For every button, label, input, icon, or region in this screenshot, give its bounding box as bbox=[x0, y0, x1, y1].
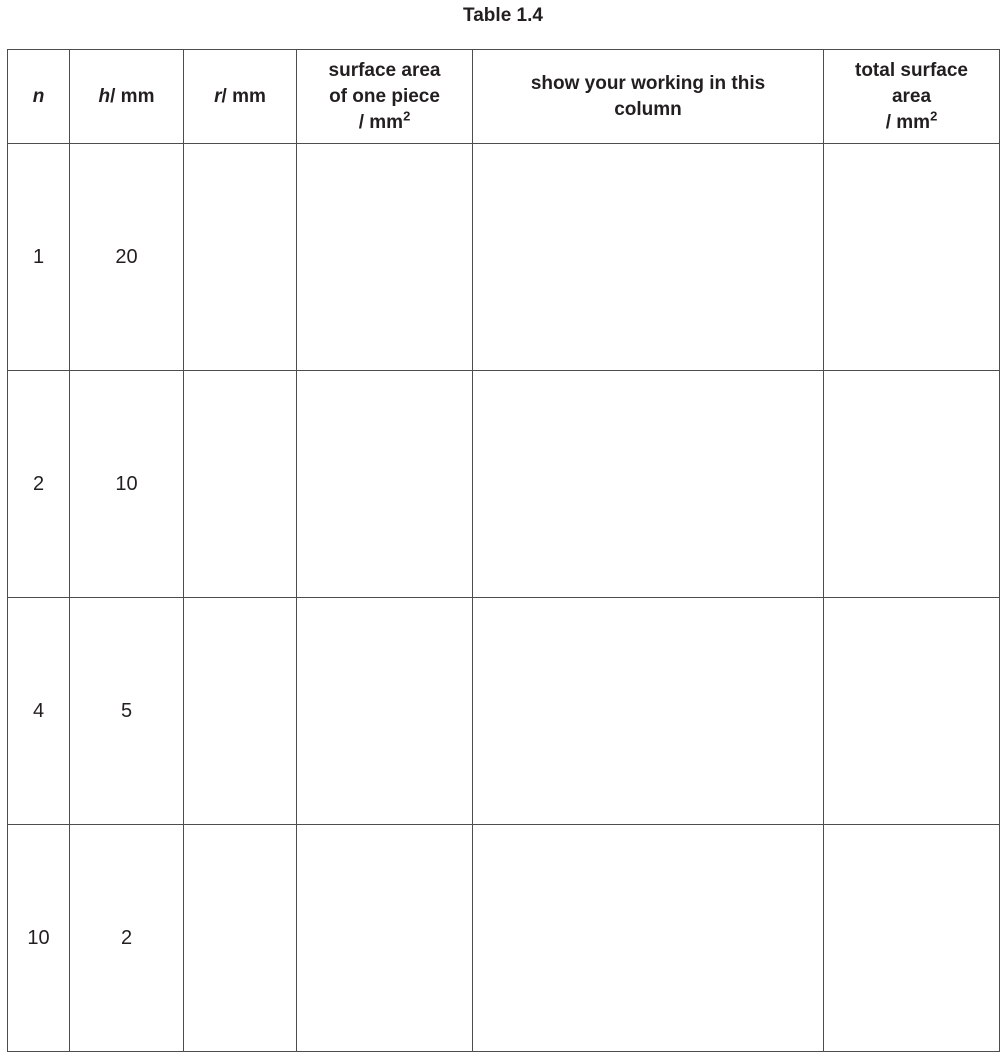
cell-surface-area[interactable] bbox=[297, 598, 473, 825]
header-n-symbol: n bbox=[32, 85, 45, 107]
header-r-symbol: r bbox=[214, 85, 222, 107]
cell-h: 2 bbox=[70, 825, 184, 1052]
cell-h: 10 bbox=[70, 371, 184, 598]
table-row bbox=[8, 598, 1000, 825]
header-h-symbol: h bbox=[98, 85, 111, 107]
header-n bbox=[8, 50, 70, 144]
cell-n: 2 bbox=[8, 371, 70, 598]
cell-r[interactable] bbox=[184, 598, 297, 825]
cell-r[interactable] bbox=[184, 144, 297, 371]
cell-surface-area[interactable] bbox=[297, 825, 473, 1052]
cell-n: 10 bbox=[8, 825, 70, 1052]
cell-h: 5 bbox=[70, 598, 184, 825]
header-row bbox=[8, 50, 1000, 144]
cell-r[interactable] bbox=[184, 825, 297, 1052]
header-surface-area-one-piece bbox=[297, 50, 473, 144]
cell-surface-area[interactable] bbox=[297, 144, 473, 371]
header-h-unit: / mm bbox=[110, 85, 155, 107]
header-surface-area-line2: of one piece bbox=[329, 85, 440, 107]
cell-n: 1 bbox=[8, 144, 70, 371]
cell-n: 4 bbox=[8, 598, 70, 825]
cell-r[interactable] bbox=[184, 371, 297, 598]
table-row bbox=[8, 371, 1000, 598]
table-caption: Table 1.4 bbox=[463, 5, 543, 26]
table-row bbox=[8, 144, 1000, 371]
header-h bbox=[70, 50, 184, 144]
header-working-line2: column bbox=[614, 98, 682, 120]
header-surface-area-unit bbox=[297, 110, 472, 136]
header-surface-area-unit-text: / mm bbox=[358, 111, 404, 133]
header-surface-area-line1: surface area bbox=[328, 59, 441, 81]
cell-total-surface-area[interactable] bbox=[824, 144, 1000, 371]
header-r bbox=[184, 50, 297, 144]
header-total-unit bbox=[824, 110, 999, 136]
header-total-line1: total surface bbox=[855, 59, 968, 81]
header-total-unit-text: / mm bbox=[885, 111, 931, 133]
cell-total-surface-area[interactable] bbox=[824, 371, 1000, 598]
header-total-unit-exponent: 2 bbox=[930, 108, 938, 124]
cell-surface-area[interactable] bbox=[297, 371, 473, 598]
header-r-unit: / mm bbox=[221, 85, 266, 107]
cell-total-surface-area[interactable] bbox=[824, 598, 1000, 825]
header-surface-area-unit-exponent: 2 bbox=[403, 108, 411, 124]
results-table bbox=[7, 49, 1000, 1052]
cell-working[interactable] bbox=[473, 144, 824, 371]
header-working-line1: show your working in this bbox=[530, 72, 766, 94]
header-total-line2: area bbox=[891, 85, 932, 107]
cell-working[interactable] bbox=[473, 598, 824, 825]
header-working bbox=[473, 50, 824, 144]
cell-total-surface-area[interactable] bbox=[824, 825, 1000, 1052]
cell-working[interactable] bbox=[473, 371, 824, 598]
cell-working[interactable] bbox=[473, 825, 824, 1052]
cell-h: 20 bbox=[70, 144, 184, 371]
table-row bbox=[8, 825, 1000, 1052]
header-total-surface-area bbox=[824, 50, 1000, 144]
